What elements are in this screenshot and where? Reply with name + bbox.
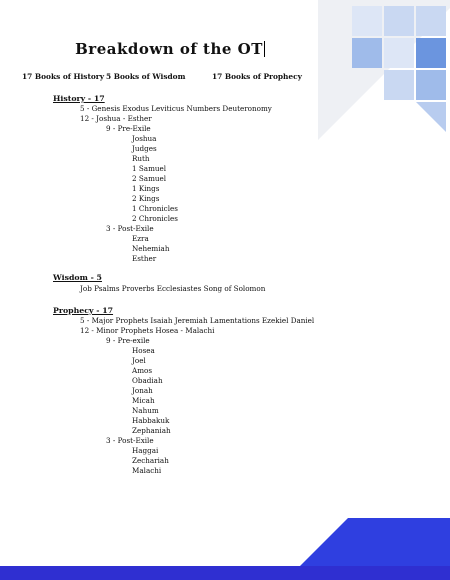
- prophecy-post-exile-label: 3 - Post-Exile: [106, 436, 154, 445]
- prophecy-pre-exile-label: 9 - Pre-exile: [106, 336, 150, 345]
- book-item: 1 Samuel: [132, 164, 167, 173]
- history-pentateuch: 5 - Genesis Exodus Leviticus Numbers Deuteronomy: [80, 104, 272, 113]
- book-item: Zephaniah: [132, 426, 171, 435]
- footer-decoration-triangle: [300, 518, 348, 566]
- book-item: 2 Samuel: [132, 174, 167, 183]
- wisdom-books: Job Psalms Proverbs Ecclesiastes Song of Solomon: [80, 284, 266, 293]
- book-item: Nehemiah: [132, 244, 170, 253]
- history-pre-exile-label: 9 - Pre-Exile: [106, 124, 151, 133]
- footer-decoration-block: [348, 518, 450, 566]
- book-item: Joshua: [132, 134, 157, 143]
- text-cursor: [264, 41, 265, 57]
- corner-square: [384, 6, 414, 36]
- book-item: 1 Kings: [132, 184, 160, 193]
- book-item: Joel: [132, 356, 146, 365]
- corner-square: [352, 38, 382, 68]
- history-joshua-esther: 12 - Joshua - Esther: [80, 114, 152, 123]
- tally-history: 17 Books of History: [22, 72, 104, 81]
- corner-square: [416, 102, 446, 132]
- corner-square: [384, 70, 414, 100]
- book-item: Esther: [132, 254, 157, 263]
- corner-square: [352, 6, 382, 36]
- book-item: 1 Chronicles: [132, 204, 178, 213]
- book-item: Jonah: [132, 386, 153, 395]
- corner-square: [416, 70, 446, 100]
- book-item: Hosea: [132, 346, 155, 355]
- book-item: Malachi: [132, 466, 162, 475]
- prophecy-major: 5 - Major Prophets Isaiah Jeremiah Lamentations Ezekiel Daniel: [80, 316, 315, 325]
- prophecy-minor: 12 - Minor Prophets Hosea - Malachi: [80, 326, 215, 335]
- corner-square: [416, 6, 446, 36]
- footer-band: [0, 566, 450, 580]
- book-item: Nahum: [132, 406, 159, 415]
- document-title[interactable]: [0, 40, 340, 58]
- book-item: 2 Kings: [132, 194, 160, 203]
- wisdom-heading: Wisdom - 5: [53, 273, 102, 282]
- corner-square: [416, 38, 446, 68]
- tally-prophecy: 17 Books of Prophecy: [212, 72, 302, 81]
- book-item: Amos: [132, 366, 153, 375]
- tally-wisdom: 5 Books of Wisdom: [106, 72, 186, 81]
- book-item: Haggai: [132, 446, 159, 455]
- history-post-exile-label: 3 - Post-Exile: [106, 224, 154, 233]
- history-heading: History - 17: [53, 94, 105, 103]
- prophecy-heading: Prophecy - 17: [53, 306, 114, 315]
- book-item: Ruth: [132, 154, 150, 163]
- book-item: Micah: [132, 396, 155, 405]
- corner-square: [384, 38, 414, 68]
- book-item: Habbakuk: [132, 416, 170, 425]
- book-item: Judges: [132, 144, 157, 153]
- title-text: Breakdown of the OT: [75, 40, 263, 58]
- book-item: Zechariah: [132, 456, 169, 465]
- book-item: Obadiah: [132, 376, 163, 385]
- book-item: 2 Chronicles: [132, 214, 178, 223]
- book-item: Ezra: [132, 234, 149, 243]
